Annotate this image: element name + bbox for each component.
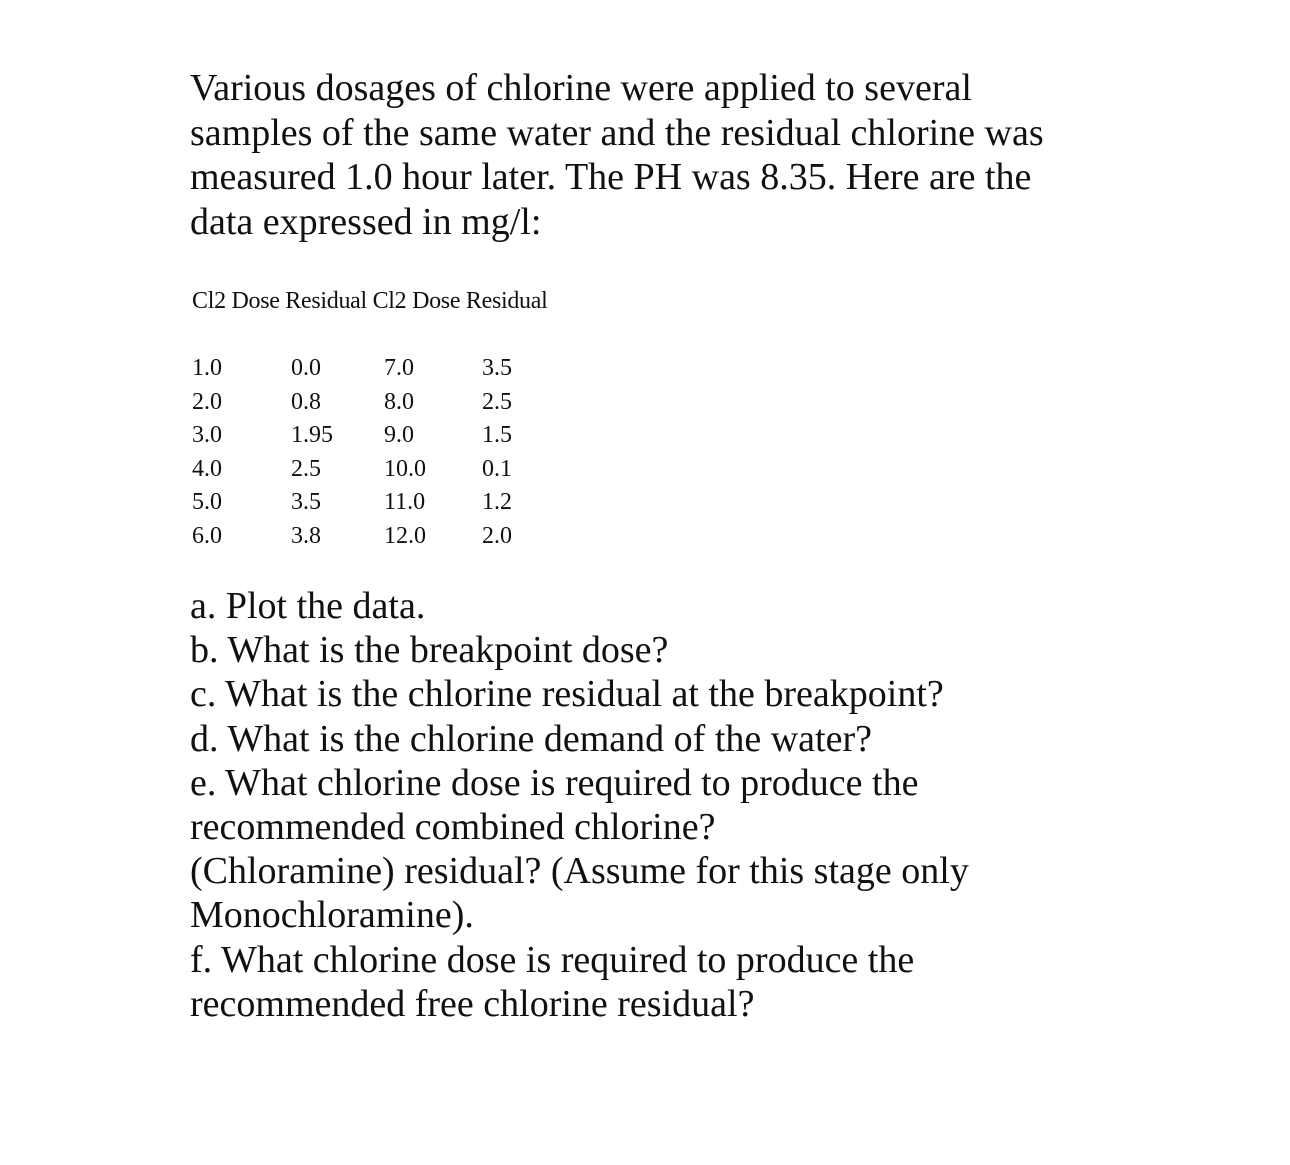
table-cell: 9.0 [384, 422, 414, 449]
table-cell: 8.0 [384, 388, 414, 415]
table-cell: 3.5 [291, 489, 321, 516]
table-cell: 12.0 [384, 522, 426, 549]
table-cell: 1.2 [482, 489, 512, 516]
question-line: b. What is the breakpoint dose? [190, 629, 669, 672]
table-cell: 5.0 [192, 489, 222, 516]
table-cell: 0.8 [291, 388, 321, 415]
table-row [192, 419, 542, 453]
table-cell: 6.0 [192, 522, 222, 549]
intro-line: measured 1.0 hour later. The PH was 8.35. Here are the [190, 156, 1032, 198]
table-row [192, 453, 542, 487]
question-line: c. What is the chlorine residual at the breakpoint? [190, 673, 944, 716]
table-cell: 3.5 [482, 355, 512, 381]
data-table [192, 352, 542, 554]
table-cell: 11.0 [384, 489, 426, 516]
table-cell: 0.0 [291, 355, 321, 381]
table-row [192, 386, 542, 420]
table-cell: 7.0 [384, 355, 414, 381]
table-cell: 1.5 [482, 422, 512, 449]
table-row [192, 352, 542, 386]
question-line: Monochloramine). [190, 894, 474, 937]
table-cell: 0.1 [482, 455, 512, 482]
intro-line: Various dosages of chlorine were applied to several [190, 67, 972, 109]
question-line: recommended combined chlorine? [190, 806, 716, 849]
table-cell: 2.5 [291, 455, 321, 482]
table-row [192, 486, 542, 520]
table-cell: 2.5 [482, 388, 512, 415]
table-row [192, 520, 542, 554]
table-cell: 2.0 [192, 388, 222, 415]
question-line: f. What chlorine dose is required to produce the [190, 938, 915, 981]
question-line: d. What is the chlorine demand of the water? [190, 717, 872, 760]
table-cell: 10.0 [384, 455, 426, 482]
table-cell: 3.0 [192, 422, 222, 449]
table-cell: 4.0 [192, 455, 222, 482]
question-line: recommended free chlorine residual? [190, 982, 755, 1025]
table-cell: 1.0 [192, 355, 222, 381]
table-header: Cl2 Dose Residual Cl2 Dose Residual [192, 288, 548, 314]
intro-line: samples of the same water and the residual chlorine was [190, 111, 1044, 154]
question-line: (Chloramine) residual? (Assume for this stage only [190, 850, 969, 893]
question-line: a. Plot the data. [190, 585, 426, 627]
table-cell: 2.0 [482, 522, 512, 549]
table-cell: 3.8 [291, 522, 321, 549]
intro-paragraph [190, 66, 1090, 244]
intro-line: data expressed in mg/l: [190, 200, 542, 243]
table-cell: 1.95 [291, 422, 333, 449]
question-line: e. What chlorine dose is required to produce the [190, 761, 919, 804]
question-list [190, 584, 1090, 1026]
